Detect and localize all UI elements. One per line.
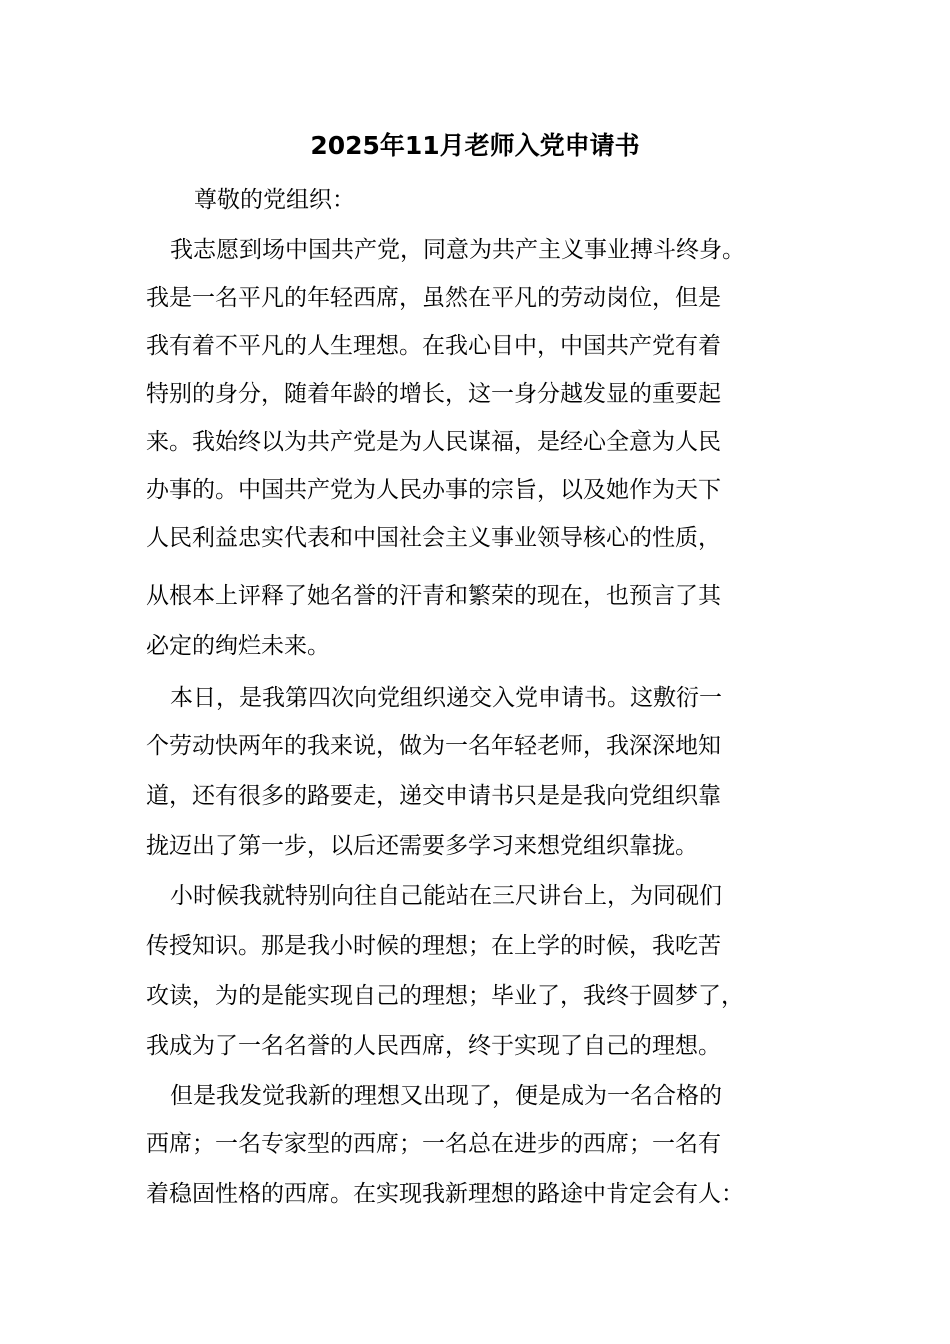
paragraph-line: 从根本上评释了她名誉的汗青和繁荣的现在，也预言了其	[146, 583, 721, 609]
paragraph-line: 个劳动快两年的我来说，做为一名年轻老师，我深深地知	[146, 733, 721, 759]
paragraph-line: 传授知识。那是我小时候的理想；在上学的时候，我吃苦	[146, 933, 721, 959]
paragraph-line: 拢迈出了第一步，以后还需要多学习来想党组织靠拢。	[146, 833, 698, 859]
paragraph-line: 办事的。中国共产党为人民办事的宗旨，以及她作为天下	[146, 477, 721, 503]
paragraph-line: 人民利益忠实代表和中国社会主义事业领导核心的性质，	[146, 525, 721, 551]
paragraph-line: 必定的绚烂未来。	[146, 633, 330, 659]
paragraph-line: 我成为了一名名誉的人民西席，终于实现了自己的理想。	[146, 1033, 721, 1059]
paragraph-line: 本日，是我第四次向党组织递交入党申请书。这敷衍一	[170, 685, 722, 711]
paragraph-line: 我有着不平凡的人生理想。在我心目中，中国共产党有着	[146, 333, 721, 359]
document-title: 2025年11月老师入党申请书	[310, 131, 640, 160]
salutation: 尊敬的党组织：	[194, 187, 355, 213]
paragraph-line: 我是一名平凡的年轻西席，虽然在平凡的劳动岗位，但是	[146, 285, 721, 311]
paragraph-line: 小时候我就特别向往自己能站在三尺讲台上，为同砚们	[170, 883, 722, 909]
paragraph-line: 西席；一名专家型的西席；一名总在进步的西席；一名有	[146, 1131, 721, 1157]
paragraph-line: 攻读，为的是能实现自己的理想；毕业了，我终于圆梦了，	[146, 983, 744, 1009]
paragraph-line: 但是我发觉我新的理想又出现了，便是成为一名合格的	[170, 1083, 722, 1109]
paragraph-line: 来。我始终以为共产党是为人民谋福，是经心全意为人民	[146, 429, 721, 455]
paragraph-line: 特别的身分，随着年龄的增长，这一身分越发显的重要起	[146, 381, 721, 407]
paragraph-line: 着稳固性格的西席。在实现我新理想的路途中肯定会有人：	[146, 1181, 744, 1207]
paragraph-line: 道，还有很多的路要走，递交申请书只是是我向党组织靠	[146, 783, 721, 809]
paragraph-line: 我志愿到场中国共产党，同意为共产主义事业搏斗终身。	[170, 237, 745, 263]
